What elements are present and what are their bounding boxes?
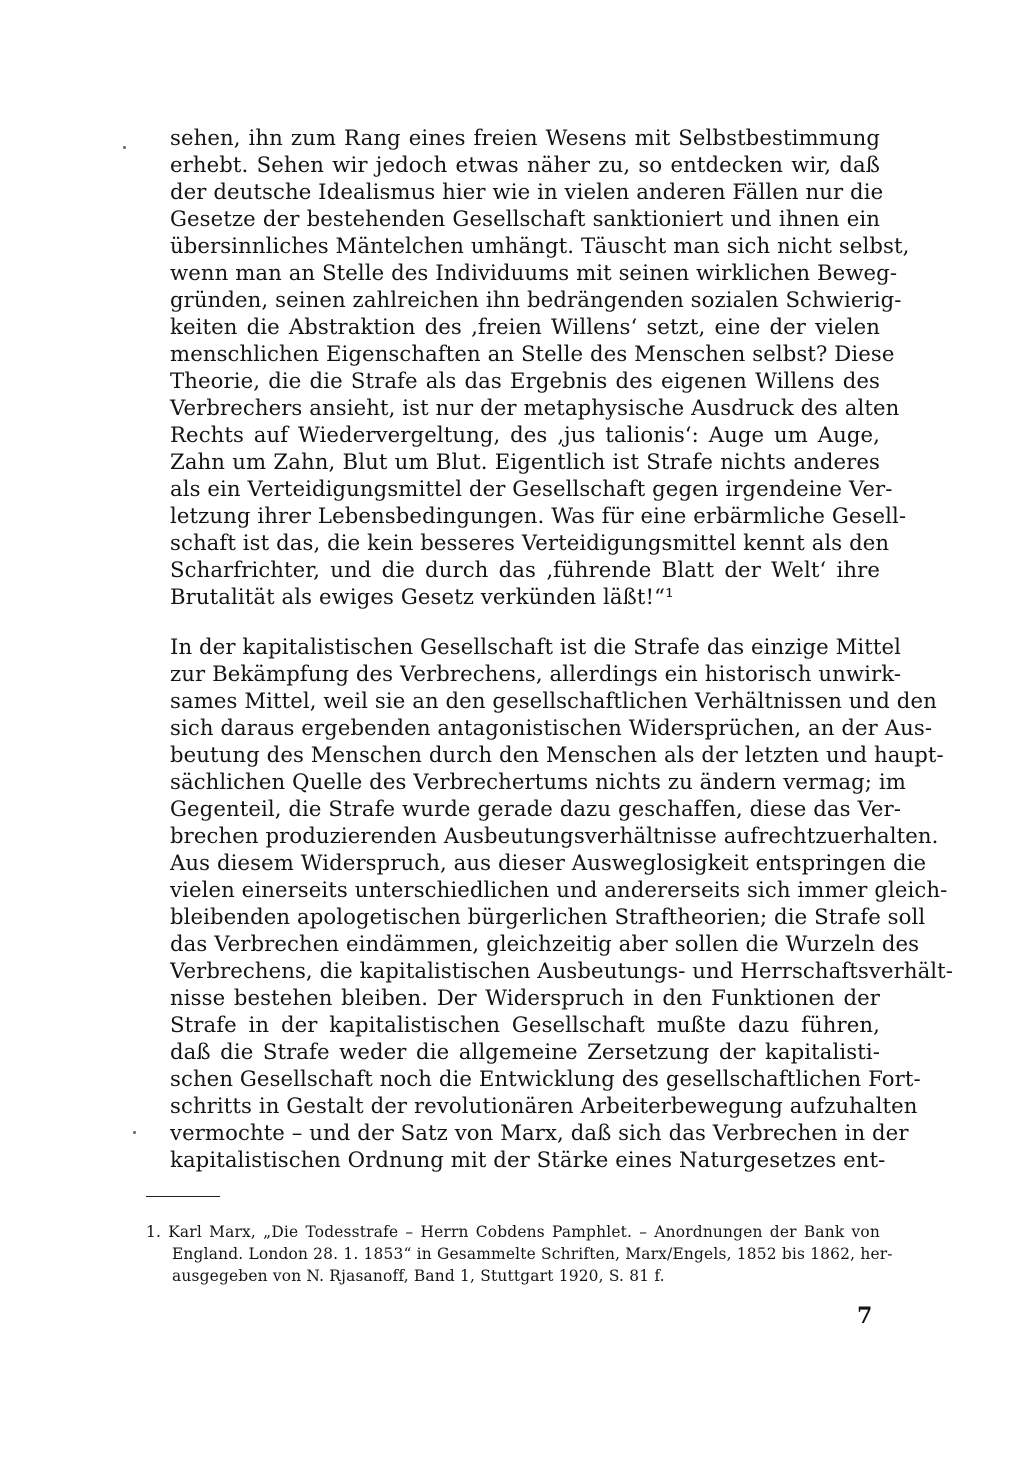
text-line: kapitalistischen Ordnung mit der Stärke eines Naturgesetzes ent-	[170, 1147, 886, 1172]
text-line: schen Gesellschaft noch die Entwicklung des gesellschaftlichen Fort-	[170, 1066, 921, 1091]
text-line: bleibenden apologetischen bürgerlichen Straftheorien; die Strafe soll	[170, 904, 926, 929]
text-line: sehen, ihn zum Rang eines freien Wesens mit Selbstbestimmung	[170, 125, 880, 150]
text-line: Gegenteil, die Strafe wurde gerade dazu geschaffen, diese das Ver-	[170, 796, 902, 821]
print-speck	[133, 1131, 136, 1134]
footnote-line: 1. Karl Marx, „Die Todesstrafe – Herrn Cobdens Pamphlet. – Anordnungen der Bank von	[146, 1223, 880, 1241]
text-line: Brutalität als ewiges Gesetz verkünden läßt!“¹	[170, 584, 674, 609]
page-body	[170, 124, 954, 1173]
text-line: sich daraus ergebenden antagonistischen Widersprüchen, an der Aus-	[170, 715, 933, 740]
paragraph-2	[170, 633, 954, 1173]
text-line: erhebt. Sehen wir jedoch etwas näher zu, so entdecken wir, daß	[170, 152, 880, 177]
text-line: beutung des Menschen durch den Menschen als der letzten und haupt-	[170, 742, 944, 767]
text-line: schaft ist das, die kein besseres Verteidigungsmittel kennt als den	[170, 530, 890, 555]
footnote-line: England. London 28. 1. 1853“ in Gesammelte Schriften, Marx/Engels, 1852 bis 1862, her-	[172, 1245, 893, 1263]
text-line: menschlichen Eigenschaften an Stelle des Menschen selbst? Diese	[170, 341, 895, 366]
text-line: sames Mittel, weil sie an den gesellschaftlichen Verhältnissen und den	[170, 688, 937, 713]
text-line: brechen produzierenden Ausbeutungsverhältnisse aufrechtzuerhalten.	[170, 823, 939, 848]
text-line: zur Bekämpfung des Verbrechens, allerdings ein historisch unwirk-	[170, 661, 902, 686]
text-line: gründen, seinen zahlreichen ihn bedrängenden sozialen Schwierig-	[170, 287, 902, 312]
text-line: Gesetze der bestehenden Gesellschaft sanktioniert und ihnen ein	[170, 206, 880, 231]
text-line: als ein Verteidigungsmittel der Gesellschaft gegen irgendeine Ver-	[170, 476, 893, 501]
text-line: das Verbrechen eindämmen, gleichzeitig aber sollen die Wurzeln des	[170, 931, 920, 956]
text-line: wenn man an Stelle des Individuums mit seinen wirklichen Beweg-	[170, 260, 898, 285]
text-line: schritts in Gestalt der revolutionären Arbeiterbewegung aufzuhalten	[170, 1093, 918, 1118]
text-line: Verbrechens, die kapitalistischen Ausbeutungs- und Herrschaftsverhält-	[170, 958, 954, 983]
paragraph-1	[170, 124, 910, 610]
text-line: Zahn um Zahn, Blut um Blut. Eigentlich ist Strafe nichts anderes	[170, 449, 880, 474]
text-line: Theorie, die die Strafe als das Ergebnis des eigenen Willens des	[170, 368, 880, 393]
text-line: Verbrechers ansieht, ist nur der metaphysische Ausdruck des alten	[170, 395, 900, 420]
text-line: Strafe in der kapitalistischen Gesellschaft mußte dazu führen,	[170, 1012, 880, 1037]
text-line: In der kapitalistischen Gesellschaft ist die Strafe das einzige Mittel	[170, 634, 901, 659]
page-number: 7	[857, 1303, 873, 1329]
text-line: der deutsche Idealismus hier wie in vielen anderen Fällen nur die	[170, 179, 884, 204]
print-speck	[123, 146, 126, 149]
text-line: Aus diesem Widerspruch, aus dieser Ausweglosigkeit entspringen die	[170, 850, 927, 875]
text-line: vermochte – und der Satz von Marx, daß sich das Verbrechen in der	[170, 1120, 909, 1145]
text-line: keiten die Abstraktion des ‚freien Willens‘ setzt, eine der vielen	[170, 314, 880, 339]
text-line: vielen einerseits unterschiedlichen und andererseits sich immer gleich-	[170, 877, 948, 902]
footnote-divider	[146, 1196, 220, 1197]
text-line: Scharfrichter, und die durch das ‚führende Blatt der Welt‘ ihre	[170, 557, 880, 582]
text-line: nisse bestehen bleiben. Der Widerspruch in den Funktionen der	[170, 985, 880, 1010]
text-line: Rechts auf Wiedervergeltung, des ‚jus talionis‘: Auge um Auge,	[170, 422, 880, 447]
footnote	[146, 1221, 893, 1287]
text-line: übersinnliches Mäntelchen umhängt. Täuscht man sich nicht selbst,	[170, 233, 910, 258]
text-line: letzung ihrer Lebensbedingungen. Was für eine erbärmliche Gesell-	[170, 503, 907, 528]
text-line: daß die Strafe weder die allgemeine Zersetzung der kapitalisti-	[170, 1039, 880, 1064]
text-line: sächlichen Quelle des Verbrechertums nichts zu ändern vermag; im	[170, 769, 906, 794]
footnote-line: ausgegeben von N. Rjasanoff, Band 1, Stuttgart 1920, S. 81 f.	[172, 1267, 665, 1285]
